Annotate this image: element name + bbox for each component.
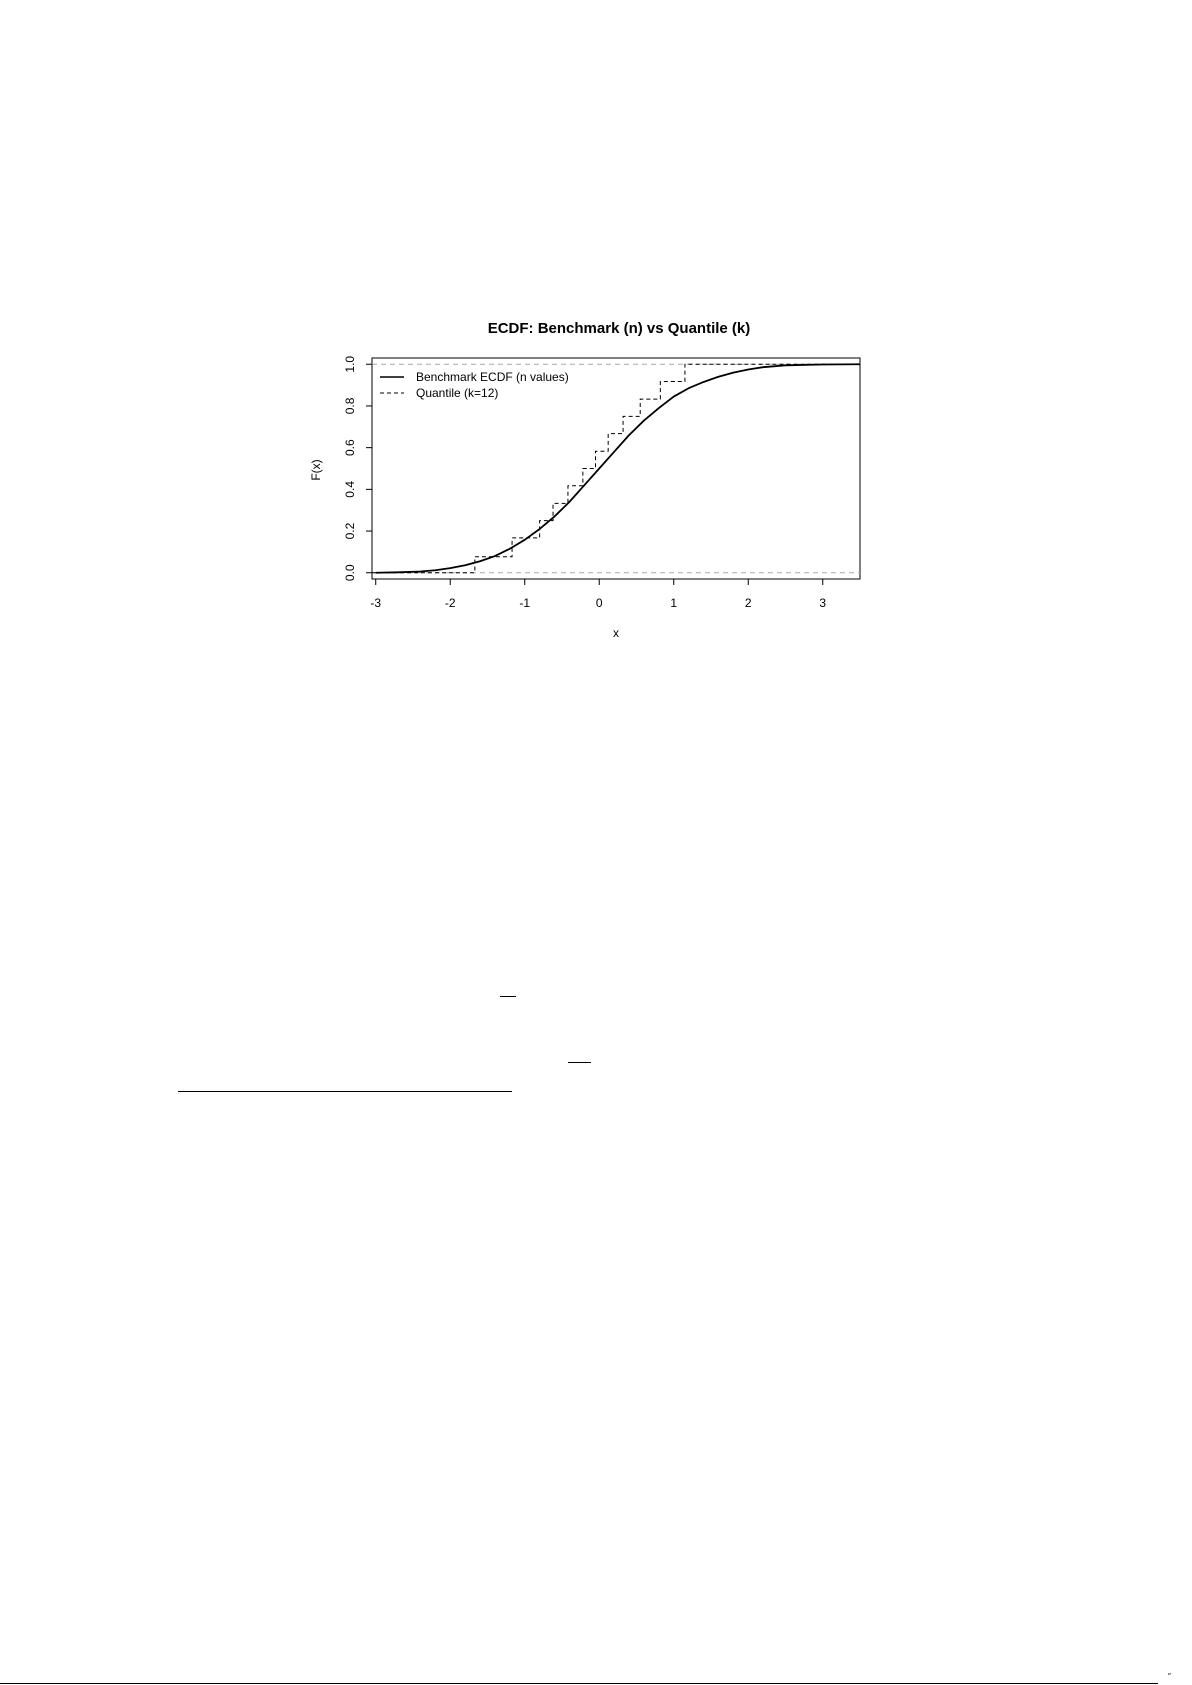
y-axis-label: F(x) <box>309 459 323 481</box>
x-tick-label: -3 <box>370 596 382 610</box>
fraction-bar <box>500 996 516 997</box>
x-tick-label: 1 <box>670 596 678 610</box>
x-tick-label: 2 <box>744 596 752 610</box>
y-tick-label: 0.0 <box>343 564 357 582</box>
y-tick-label: 0.6 <box>343 439 357 456</box>
x-tick-label: 3 <box>819 596 827 610</box>
y-tick-label: 0.4 <box>343 481 357 498</box>
x-tick-label: 0 <box>595 596 603 610</box>
y-tick-label: 0.8 <box>343 397 357 415</box>
x-tick-label: -2 <box>444 596 456 610</box>
x-tick-label: -1 <box>519 596 531 610</box>
fraction-bar <box>568 1062 591 1063</box>
y-tick-label: 1.0 <box>343 355 357 373</box>
page-bottom-rule <box>0 1683 1158 1684</box>
y-axis <box>343 356 372 581</box>
x-axis <box>370 579 826 610</box>
y-tick-label: 0.2 <box>343 522 357 540</box>
corner-mark: ″ <box>1168 1672 1171 1681</box>
x-axis-label: x <box>613 626 619 640</box>
legend-label-benchmark: Benchmark ECDF (n values) <box>416 370 569 384</box>
legend <box>380 370 569 400</box>
legend-label-quantile: Quantile (k=12) <box>416 386 499 400</box>
chart-title: ECDF: Benchmark (n) vs Quantile (k) <box>487 320 751 337</box>
footnote-separator <box>178 1091 512 1092</box>
